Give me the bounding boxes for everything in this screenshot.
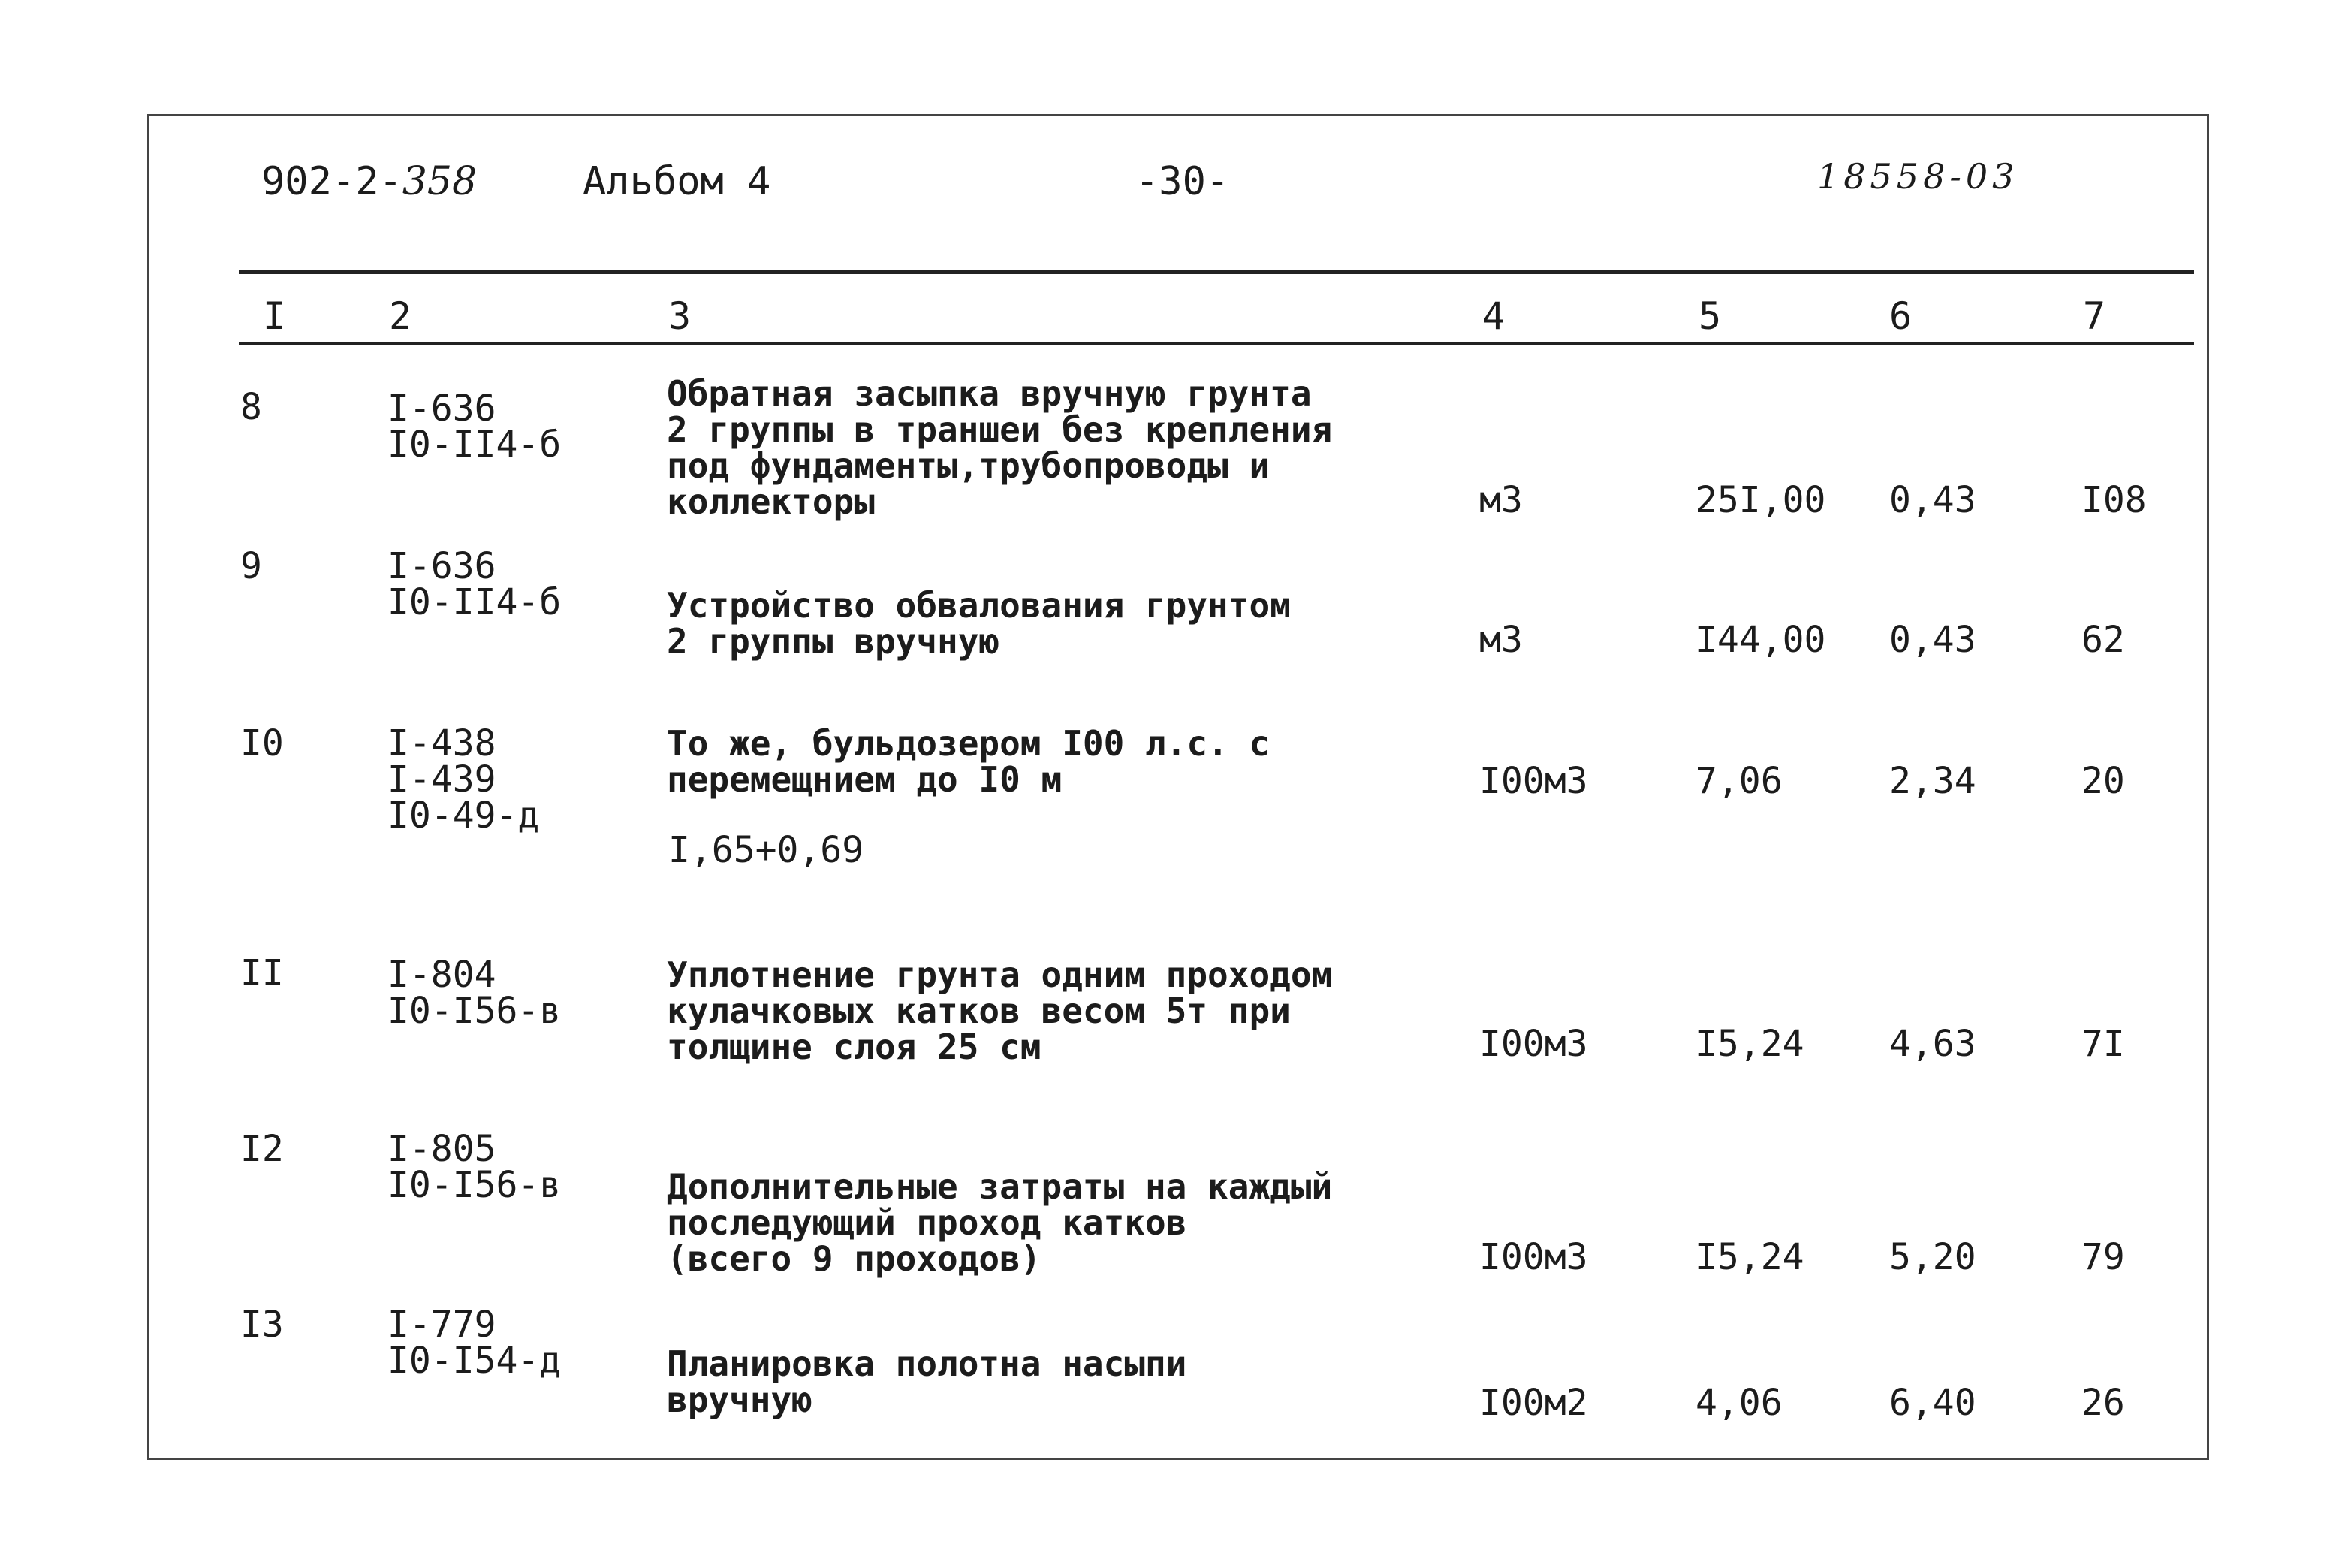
norm-code: I0-49-д — [387, 795, 540, 837]
description-line: Обратная засыпка вручную грунта — [667, 373, 1312, 414]
col-head-1: I — [263, 294, 286, 338]
description-line: вручную — [667, 1380, 812, 1420]
row-codes — [387, 387, 562, 466]
description-line: коллекторы — [667, 481, 875, 522]
description-line: последующий проход катков — [667, 1202, 1187, 1243]
row-total: 79 — [2081, 1236, 2125, 1278]
album-label: Альбом 4 — [583, 159, 771, 204]
row-description — [667, 585, 1291, 662]
calculation-note: I,65+0,69 — [668, 829, 864, 871]
norm-code: I-805 — [387, 1128, 496, 1170]
col-head-7: 7 — [2083, 294, 2106, 338]
norm-code: I-779 — [387, 1304, 496, 1346]
norm-code: I0-II4-б — [387, 424, 562, 466]
row-total: 26 — [2081, 1382, 2125, 1424]
doc-code — [261, 159, 477, 204]
page-number: -30- — [1135, 159, 1230, 204]
row-description — [667, 1168, 1332, 1277]
row-quantity: 25I,00 — [1695, 479, 1826, 521]
row-description — [667, 954, 1333, 1067]
row-rate: 0,43 — [1889, 619, 1976, 661]
description-line: Устройство обвалования грунтом — [667, 585, 1291, 626]
description-line: перемещнием до I0 м — [667, 759, 1063, 800]
description-line: Планировка полотна насыпи — [667, 1343, 1187, 1384]
row-description — [667, 725, 1270, 798]
row-rate: 4,63 — [1889, 1023, 1976, 1065]
row-unit: I00м3 — [1479, 1023, 1588, 1065]
header-rule-bottom — [239, 342, 2194, 345]
row-codes — [387, 1128, 562, 1206]
header-rule-top — [239, 270, 2194, 274]
row-description — [667, 375, 1332, 520]
row-unit: I00м3 — [1479, 760, 1588, 802]
row-rate: 2,34 — [1889, 760, 1976, 802]
norm-code: I-636 — [387, 387, 496, 430]
row-quantity: 4,06 — [1695, 1382, 1783, 1424]
row-rate: 5,20 — [1889, 1236, 1976, 1278]
row-quantity: 7,06 — [1695, 760, 1783, 802]
description-line: под фундаменты,трубопроводы и — [667, 445, 1270, 486]
row-unit: I00м3 — [1479, 1236, 1588, 1278]
row-codes — [387, 954, 562, 1032]
row-number: I0 — [240, 722, 284, 764]
row-unit: м3 — [1479, 479, 1523, 521]
row-codes — [387, 722, 540, 837]
norm-code: I0-I56-в — [387, 990, 562, 1032]
doc-code-suffix: 358 — [402, 159, 478, 204]
row-number: I2 — [240, 1128, 284, 1170]
row-number: 8 — [240, 386, 262, 428]
col-head-3: 3 — [668, 294, 692, 338]
row-total: 62 — [2081, 619, 2125, 661]
norm-code: I-804 — [387, 954, 496, 996]
norm-code: I0-I56-в — [387, 1164, 562, 1206]
norm-code: I-439 — [387, 758, 496, 801]
doc-code-prefix: 902-2- — [261, 159, 402, 204]
row-quantity: I44,00 — [1695, 619, 1826, 661]
row-unit: I00м2 — [1479, 1382, 1588, 1424]
row-quantity: I5,24 — [1695, 1023, 1804, 1065]
norm-code: I-636 — [387, 545, 496, 587]
col-head-6: 6 — [1889, 294, 1913, 338]
archive-stamp: 18558-03 — [1817, 156, 2019, 197]
col-head-5: 5 — [1698, 294, 1722, 338]
row-number: II — [240, 952, 284, 994]
row-quantity: I5,24 — [1695, 1236, 1804, 1278]
description-line: толщине слоя 25 см — [667, 1027, 1041, 1067]
description-line: 2 группы вручную — [667, 621, 1000, 662]
row-rate: 0,43 — [1889, 479, 1976, 521]
description-line: Уплотнение грунта одним проходом — [667, 954, 1333, 995]
col-head-2: 2 — [389, 294, 412, 338]
row-description — [667, 1343, 1187, 1420]
description-line: (всего 9 проходов) — [667, 1238, 1041, 1279]
norm-code: I0-II4-б — [387, 581, 562, 623]
row-unit: м3 — [1479, 619, 1523, 661]
description-line: 2 группы в траншеи без крепления — [667, 409, 1333, 450]
row-number: 9 — [240, 545, 262, 587]
row-number: I3 — [240, 1304, 284, 1346]
col-head-4: 4 — [1482, 294, 1506, 338]
row-total: I08 — [2081, 479, 2147, 521]
row-total: 7I — [2081, 1023, 2125, 1065]
norm-code: I-438 — [387, 722, 496, 764]
row-rate: 6,40 — [1889, 1382, 1976, 1424]
description-line: Дополнительные затраты на каждый — [667, 1166, 1333, 1207]
norm-code: I0-I54-д — [387, 1340, 562, 1382]
description-line: То же, бульдозером I00 л.с. с — [667, 723, 1270, 764]
row-codes — [387, 1304, 562, 1382]
description-line: кулачковых катков весом 5т при — [667, 991, 1291, 1031]
row-total: 20 — [2081, 760, 2125, 802]
row-codes — [387, 545, 562, 623]
